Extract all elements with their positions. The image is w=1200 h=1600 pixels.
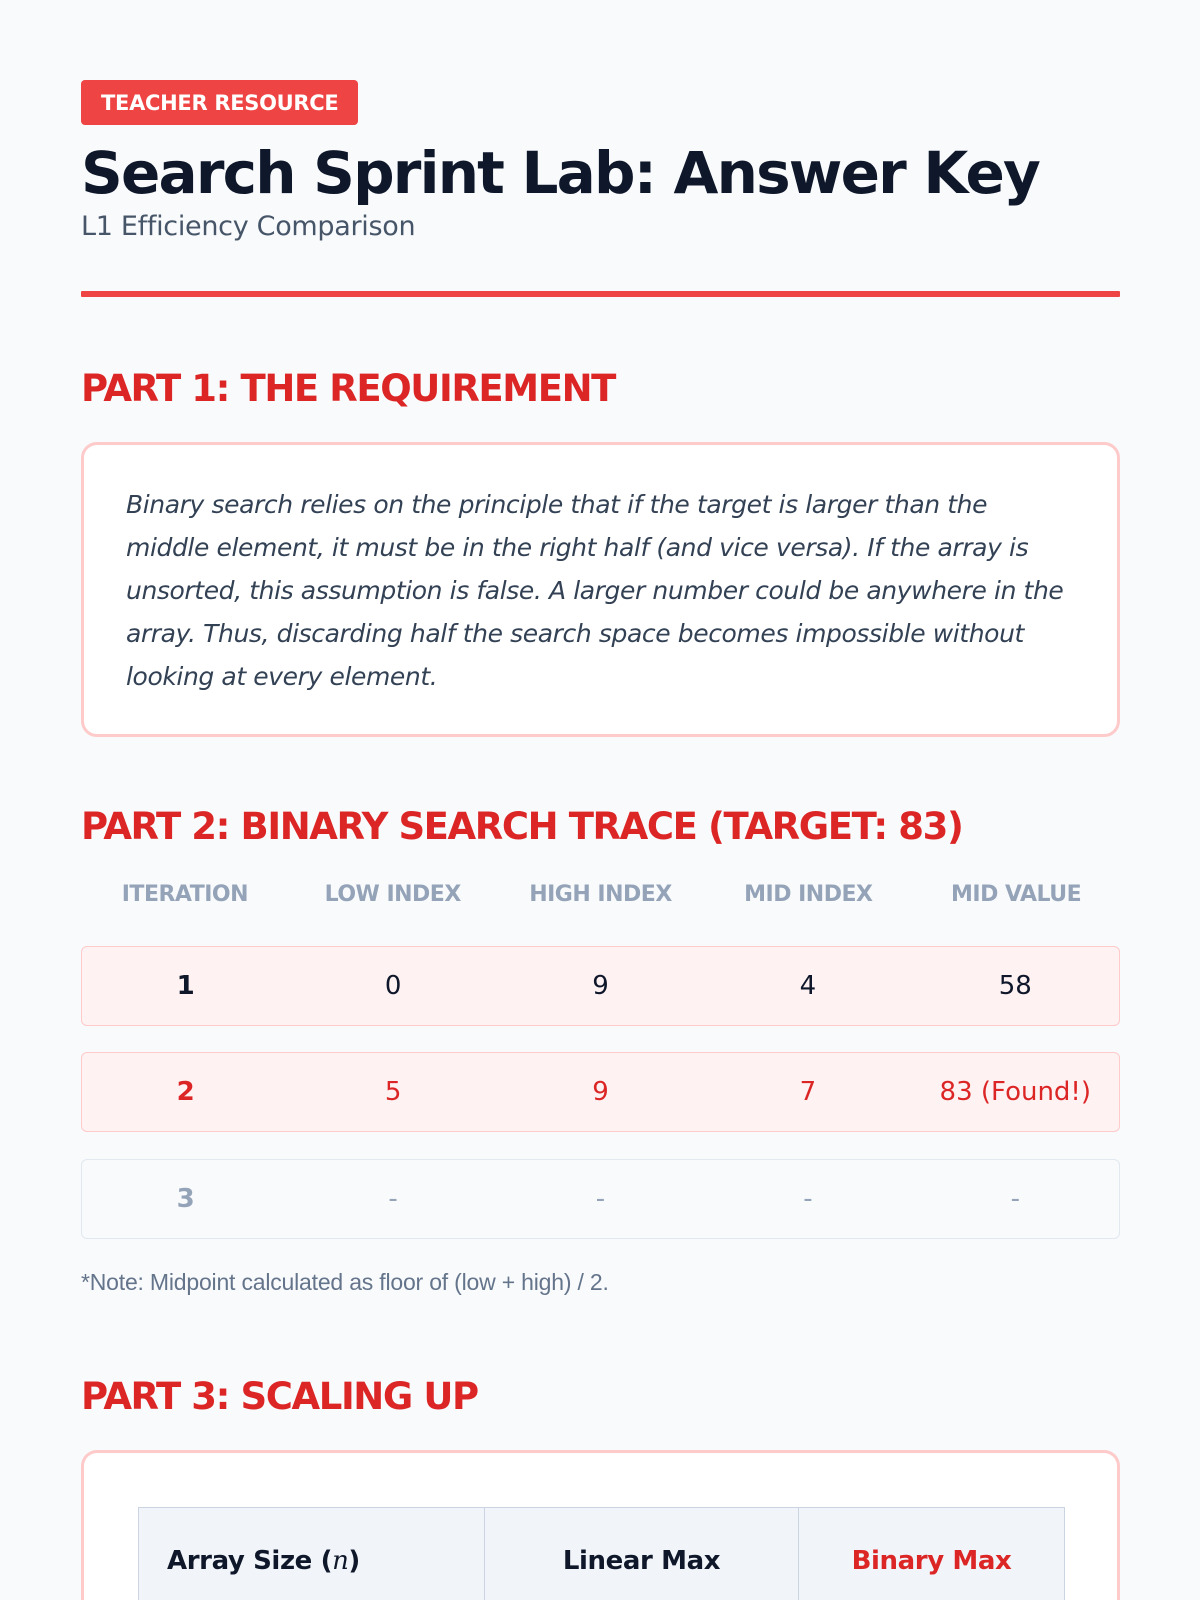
header-low-index: LOW INDEX [324, 882, 461, 907]
header-mid-value: MID VALUE [951, 882, 1082, 907]
array-size-label: Array Size ( [167, 1545, 333, 1576]
trace-row-found [81, 1052, 1120, 1132]
low-index-cell: 5 [384, 1077, 402, 1107]
mid-index-cell: - [803, 1184, 813, 1214]
mid-value-cell: 58 [998, 971, 1032, 1001]
requirement-card [81, 442, 1120, 737]
high-index-cell: - [595, 1184, 606, 1214]
trace-table-header [81, 875, 1120, 915]
requirement-text: Binary search relies on the principle that if the target is larger than the middle element, it must be in the right half (and vice versa). If the array is unsorted, this assumption is false. A larger number could be anywhere in the array. Thus, discarding half the search space becomes impossible without looking at every element. [126, 490, 1064, 691]
high-index-cell: 9 [592, 1077, 609, 1107]
trace-row-empty [81, 1159, 1120, 1239]
teacher-resource-badge: TEACHER RESOURCE [81, 80, 358, 125]
scaling-table-header-row [139, 1508, 1065, 1600]
header-mid-index: MID INDEX [744, 882, 873, 907]
header-high-index: HIGH INDEX [529, 882, 672, 907]
iteration-cell: 3 [176, 1184, 195, 1214]
answer-key-page [81, 80, 1120, 1600]
mid-value-cell: - [1010, 1184, 1020, 1214]
header-linear-max: Linear Max [485, 1508, 799, 1600]
trace-row [81, 946, 1120, 1026]
header-iteration: ITERATION [121, 882, 249, 907]
part1-title: PART 1: THE REQUIREMENT [81, 367, 615, 410]
page-subtitle: L1 Efficiency Comparison [81, 211, 416, 242]
header-binary-max: Binary Max [799, 1508, 1065, 1600]
low-index-cell: - [388, 1184, 398, 1214]
array-size-close: ) [348, 1545, 360, 1576]
part3-title: PART 3: SCALING UP [81, 1375, 478, 1418]
low-index-cell: 0 [384, 971, 402, 1001]
high-index-cell: 9 [592, 971, 609, 1001]
part2-title: PART 2: BINARY SEARCH TRACE (TARGET: 83) [81, 805, 963, 848]
scaling-table [138, 1507, 1065, 1600]
midpoint-note: *Note: Midpoint calculated as floor of (low + high) / 2. [81, 1269, 609, 1295]
iteration-cell: 2 [176, 1077, 195, 1107]
mid-index-cell: 4 [799, 971, 817, 1001]
scaling-card [81, 1450, 1120, 1600]
header-divider [81, 291, 1120, 297]
mid-value-cell: 83 (Found!) [939, 1077, 1092, 1107]
header-array-size [139, 1508, 485, 1600]
page-title: Search Sprint Lab: Answer Key [81, 139, 1039, 207]
iteration-cell: 1 [176, 971, 195, 1001]
mid-index-cell: 7 [799, 1077, 817, 1107]
n-variable: n [332, 1545, 349, 1576]
